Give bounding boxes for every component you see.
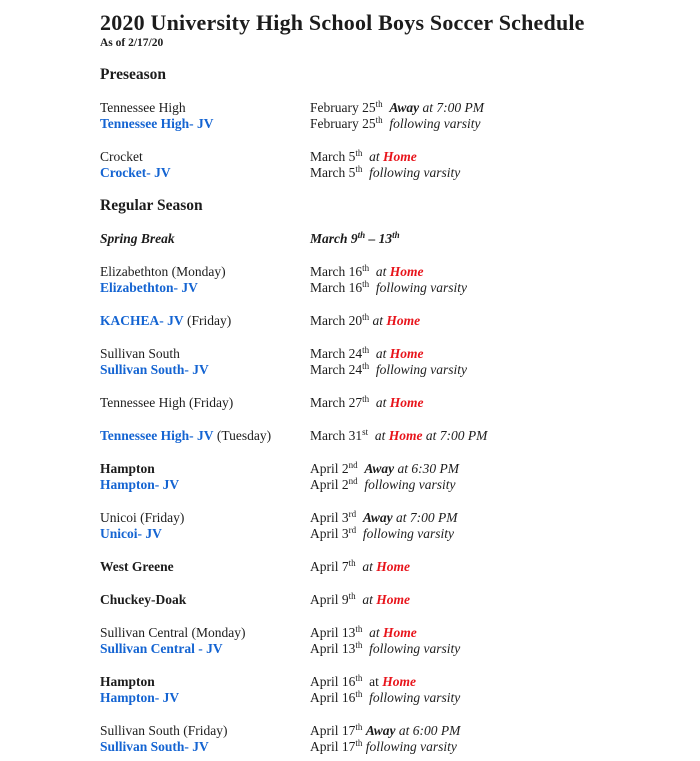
text-segment: at	[372, 313, 387, 328]
text-segment: following varsity	[369, 165, 461, 180]
text-segment: th	[375, 99, 383, 109]
game-cell	[310, 346, 680, 362]
team-cell	[100, 559, 310, 575]
text-segment: (Tuesday)	[213, 428, 272, 443]
text-segment: at	[369, 625, 384, 640]
team-cell	[100, 625, 310, 641]
team-cell	[100, 165, 310, 181]
schedule-row	[100, 149, 680, 165]
team-cell	[100, 592, 310, 608]
schedule-row	[100, 395, 680, 411]
schedule-row	[100, 313, 680, 329]
text-segment: Home	[383, 625, 417, 640]
text-segment: Home	[376, 559, 411, 574]
schedule-row	[100, 231, 680, 247]
text-segment: April 13	[310, 641, 356, 656]
text-segment: th	[348, 591, 356, 601]
text-segment: th	[348, 558, 356, 568]
team-cell	[100, 149, 310, 165]
game-cell	[310, 690, 680, 706]
text-segment: Sullivan South- JV	[100, 362, 209, 377]
text-segment: March 24	[310, 346, 363, 361]
schedule-row	[100, 264, 680, 280]
text-segment: at 7:00 PM	[419, 100, 484, 115]
schedule-row	[100, 690, 680, 706]
game-group	[100, 100, 680, 132]
text-segment: Away	[365, 723, 396, 738]
text-segment: February 25	[310, 100, 376, 115]
text-segment: at	[375, 264, 390, 279]
game-group	[100, 559, 680, 575]
text-segment: April 3	[310, 526, 349, 541]
text-segment: April 2	[310, 461, 349, 476]
text-segment: th	[392, 230, 400, 240]
team-cell	[100, 264, 310, 280]
text-segment: th	[362, 279, 370, 289]
text-segment: Crocket	[100, 149, 143, 164]
text-segment: rd	[348, 525, 357, 535]
game-cell	[310, 625, 680, 641]
text-segment: Sullivan Central - JV	[100, 641, 223, 656]
section-heading: Preseason	[100, 66, 167, 83]
text-segment: at 7:00 PM	[422, 428, 488, 443]
text-segment: Home	[383, 149, 417, 164]
page-title: 2020 University High School Boys Soccer Schedule	[100, 10, 585, 35]
game-group	[100, 395, 680, 411]
text-segment: th	[355, 673, 363, 683]
text-segment: th	[355, 738, 363, 748]
schedule-row	[100, 477, 680, 493]
team-cell	[100, 477, 310, 493]
text-segment: Sullivan Central (Monday)	[100, 625, 246, 640]
text-segment	[356, 510, 363, 525]
team-cell	[100, 739, 310, 755]
text-segment: March 27	[310, 395, 363, 410]
game-group	[100, 149, 680, 181]
game-cell	[310, 395, 680, 411]
game-group	[100, 231, 680, 247]
text-segment: March 9	[310, 231, 358, 246]
team-cell	[100, 346, 310, 362]
text-segment: April 16	[310, 690, 356, 705]
text-segment: following varsity	[364, 477, 456, 492]
team-cell	[100, 723, 310, 739]
text-segment	[369, 264, 376, 279]
text-segment: Home	[376, 592, 411, 607]
game-cell	[310, 559, 680, 575]
game-cell	[310, 313, 680, 329]
text-segment: Home	[389, 395, 424, 410]
team-cell	[100, 690, 310, 706]
game-cell	[310, 362, 680, 378]
text-segment: th	[355, 624, 363, 634]
text-segment: April 2	[310, 477, 349, 492]
text-segment: Crocket- JV	[100, 165, 171, 180]
game-cell	[310, 264, 680, 280]
text-segment: March 16	[310, 264, 363, 279]
game-cell	[310, 674, 680, 690]
text-segment: Tennessee High (Friday)	[100, 395, 234, 410]
text-segment	[369, 395, 376, 410]
text-segment	[369, 362, 376, 377]
text-segment: Chuckey-Doak	[100, 592, 187, 607]
game-group	[100, 510, 680, 542]
team-cell	[100, 461, 310, 477]
text-segment: Unicoi (Friday)	[100, 510, 185, 525]
text-segment: Home	[388, 428, 423, 443]
section-heading: Regular Season	[100, 197, 203, 214]
text-segment: Away	[364, 461, 395, 476]
game-cell	[310, 592, 680, 608]
text-segment: Spring Break	[100, 231, 175, 246]
game-cell	[310, 100, 680, 116]
text-segment	[356, 526, 363, 541]
text-segment: Tennessee High- JV	[100, 116, 214, 131]
text-segment: March 5	[310, 149, 356, 164]
schedule-row	[100, 100, 680, 116]
text-segment: Home	[389, 346, 424, 361]
game-cell	[310, 723, 680, 739]
text-segment: April 7	[310, 559, 349, 574]
game-cell	[310, 165, 680, 181]
text-segment: following varsity	[369, 690, 461, 705]
text-segment: April 3	[310, 510, 349, 525]
text-segment: at 7:00 PM	[392, 510, 458, 525]
text-segment: April 9	[310, 592, 349, 607]
text-segment: at	[362, 674, 383, 689]
game-cell	[310, 231, 680, 247]
schedule-row	[100, 461, 680, 477]
schedule-row	[100, 739, 680, 755]
game-cell	[310, 149, 680, 165]
text-segment: th	[362, 345, 370, 355]
game-cell	[310, 280, 680, 296]
team-cell	[100, 362, 310, 378]
text-segment: th	[362, 361, 370, 371]
team-cell	[100, 674, 310, 690]
text-segment: Sullivan South	[100, 346, 180, 361]
text-segment: Away	[362, 510, 393, 525]
text-segment: Home	[386, 313, 421, 328]
schedule-row	[100, 625, 680, 641]
text-segment: KACHEA- JV	[100, 313, 184, 328]
text-segment: (Friday)	[183, 313, 232, 328]
text-segment: Hampton	[100, 674, 155, 689]
text-segment: at	[375, 346, 390, 361]
game-group	[100, 625, 680, 657]
game-cell	[310, 477, 680, 493]
schedule-row	[100, 592, 680, 608]
text-segment: th	[355, 164, 363, 174]
game-cell	[310, 526, 680, 542]
game-group	[100, 723, 680, 755]
text-segment: following varsity	[375, 362, 467, 377]
text-segment: April 17	[310, 739, 356, 754]
text-segment: at 6:30 PM	[394, 461, 459, 476]
team-cell	[100, 510, 310, 526]
text-segment: at	[362, 592, 377, 607]
game-cell	[310, 461, 680, 477]
team-cell	[100, 428, 310, 444]
text-segment: at	[362, 559, 377, 574]
text-segment: nd	[348, 476, 358, 486]
text-segment: Hampton- JV	[100, 690, 180, 705]
text-segment: Elizabethton (Monday)	[100, 264, 226, 279]
team-cell	[100, 280, 310, 296]
game-group	[100, 428, 680, 444]
text-segment: Home	[382, 674, 417, 689]
game-group	[100, 346, 680, 378]
team-cell	[100, 526, 310, 542]
text-segment: st	[362, 427, 369, 437]
text-segment: th	[355, 689, 363, 699]
schedule-row	[100, 116, 680, 132]
schedule-row	[100, 674, 680, 690]
text-segment: th	[355, 722, 363, 732]
text-segment: Sullivan South (Friday)	[100, 723, 228, 738]
schedule	[100, 67, 680, 755]
game-group	[100, 592, 680, 608]
game-group	[100, 264, 680, 296]
schedule-row	[100, 362, 680, 378]
text-segment: following varsity	[369, 641, 461, 656]
schedule-row	[100, 346, 680, 362]
schedule-row	[100, 641, 680, 657]
game-cell	[310, 739, 680, 755]
team-cell	[100, 641, 310, 657]
team-cell	[100, 395, 310, 411]
text-segment: th	[362, 394, 370, 404]
game-cell	[310, 116, 680, 132]
text-segment: th	[375, 115, 383, 125]
text-segment: following varsity	[389, 116, 481, 131]
game-cell	[310, 510, 680, 526]
text-segment	[369, 346, 376, 361]
text-segment: Hampton	[100, 461, 155, 476]
text-segment: rd	[348, 509, 357, 519]
text-segment: February 25	[310, 116, 376, 131]
text-segment: Sullivan South- JV	[100, 739, 209, 754]
text-segment: March 24	[310, 362, 363, 377]
team-cell	[100, 100, 310, 116]
text-segment: April 17	[310, 723, 356, 738]
game-cell	[310, 428, 680, 444]
text-segment: Unicoi- JV	[100, 526, 162, 541]
text-segment	[368, 428, 375, 443]
text-segment: Away	[389, 100, 420, 115]
text-segment: March 31	[310, 428, 363, 443]
text-segment: – 13	[365, 231, 393, 246]
text-segment: th	[362, 312, 370, 322]
text-segment: at 6:00 PM	[395, 723, 461, 738]
text-segment: th	[357, 230, 366, 240]
text-segment: March 5	[310, 165, 356, 180]
game-cell	[310, 641, 680, 657]
text-segment: at	[375, 395, 390, 410]
as-of-date: As of 2/17/20	[100, 37, 164, 49]
text-segment: at	[369, 149, 384, 164]
text-segment: nd	[348, 460, 358, 470]
text-segment: Hampton- JV	[100, 477, 180, 492]
team-cell	[100, 116, 310, 132]
schedule-row	[100, 280, 680, 296]
text-segment: Home	[389, 264, 424, 279]
text-segment: Elizabethton- JV	[100, 280, 198, 295]
game-group	[100, 313, 680, 329]
game-group	[100, 674, 680, 706]
text-segment: West Greene	[100, 559, 174, 574]
text-segment: following varsity	[362, 526, 454, 541]
schedule-row	[100, 723, 680, 739]
schedule-row	[100, 165, 680, 181]
schedule-row	[100, 526, 680, 542]
text-segment: Tennessee High- JV	[100, 428, 214, 443]
text-segment: th	[355, 148, 363, 158]
team-cell	[100, 231, 310, 247]
text-segment: following varsity	[375, 280, 467, 295]
text-segment	[369, 280, 376, 295]
text-segment: Tennessee High	[100, 100, 186, 115]
text-segment: th	[362, 263, 370, 273]
text-segment: March 20	[310, 313, 363, 328]
text-segment: March 16	[310, 280, 363, 295]
schedule-row	[100, 428, 680, 444]
text-segment: th	[355, 640, 363, 650]
text-segment: at	[374, 428, 389, 443]
text-segment: April 13	[310, 625, 356, 640]
text-segment: following varsity	[365, 739, 457, 754]
schedule-row	[100, 510, 680, 526]
team-cell	[100, 313, 310, 329]
text-segment: April 16	[310, 674, 356, 689]
schedule-row	[100, 559, 680, 575]
game-group	[100, 461, 680, 493]
